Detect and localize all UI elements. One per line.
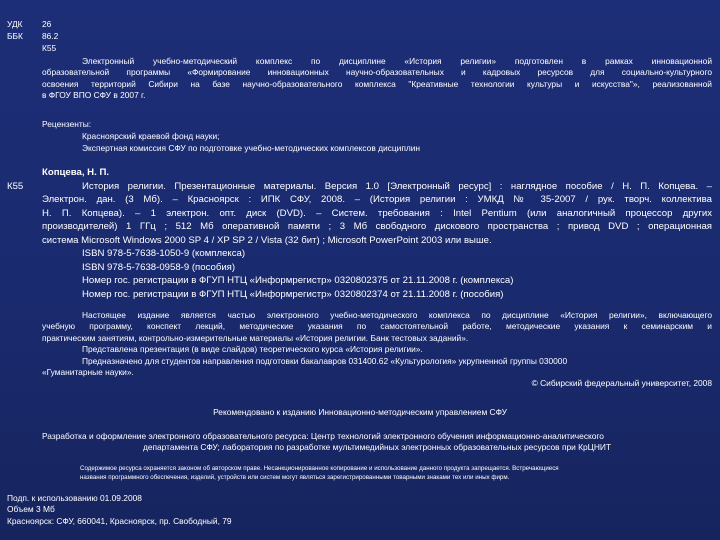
development-credits: [42, 431, 712, 454]
intro-line: в ФГОУ ВПО СФУ в 2007 г.: [42, 90, 146, 101]
legal-line: Содержимое ресурса охраняется законом об авторском праве. Несанкционированное копирование и использование данного продукта запрещается. Встречающиеся: [80, 465, 559, 472]
reviewer-item: Красноярский краевой фонд науки;: [82, 131, 220, 141]
registration-complex: Номер гос. регистрации в ФГУП НТЦ «Информрегистр» 0320802375 от 21.11.2008 г. (комплекса): [82, 275, 514, 286]
reviewers-heading: Рецензенты:: [42, 119, 92, 129]
isbn-manual: ISBN 978-5-7638-0958-9 (пособия): [82, 261, 236, 273]
imprint-line: Красноярск: СФУ, 660041, Красноярск, пр. Свободный, 79: [7, 515, 232, 526]
intro-line: освоения территорий Сибири на базе научно-образовательного комплекса "Креативные технологии культуры и искусства"», реализованной: [42, 78, 712, 89]
intro-line: образовательной программы «Формирование инновационных научно-образовательных и кадровых ресурсов для социально-культурного: [42, 67, 712, 78]
annotation-line: «Гуманитарные науки».: [42, 367, 134, 378]
udk-code: 26: [42, 19, 52, 29]
annotation-line: Предназначено для студентов направления подготовки бакалавров 031400.62 «Культурология» укрупненной группы 030000: [82, 355, 568, 366]
legal-line: названия программного обеспечения, изделий, устройств или систем могут являться зарегистрированными товарными знаками тех или иных фирм.: [80, 474, 510, 481]
annotation-line: Настоящее издание является частью электронного учебно-методического комплекса по дисциплине «История религии», включающего: [82, 310, 712, 320]
bibliographic-entry: [42, 166, 712, 301]
intro-line: Электронный учебно-методический комплекс по дисциплине «История религии» подготовлен в рамках инновационной: [82, 56, 712, 66]
legal-notice: [80, 464, 715, 482]
entry-author: Копцева, Н. П.: [42, 167, 110, 178]
entry-line: система Microsoft Windows 2000 SP 4 / XP SP 2 / Vista (32 бит) ; Microsoft PowerPoint 2003 или выше.: [42, 234, 492, 246]
entry-line: История религии. Презентационные материалы. Версия 1.0 [Электронный ресурс] : наглядное пособие / Н. П. Копцева. –: [82, 180, 712, 192]
imprint-line: Подп. к использованию 01.09.2008: [7, 493, 142, 503]
isbn-complex: ISBN 978-5-7638-1050-9 (комплекса): [82, 248, 246, 259]
intro-paragraph: [42, 56, 712, 102]
development-line: Разработка и оформление электронного образовательного ресурса: Центр технологий электронного обучения информационно-аналитического: [42, 431, 604, 441]
bbk-label: ББК: [7, 31, 23, 41]
registration-manual: Номер гос. регистрации в ФГУП НТЦ «Информрегистр» 0320802374 от 21.11.2008 г. (пособия): [82, 288, 504, 300]
development-line: департамента СФУ; лаборатория по разработке мультимедийных электронных образовательных ресурсов при КрЦНИТ: [142, 442, 612, 453]
entry-margin-mark: К55: [7, 181, 24, 192]
bbk-code: 86.2: [42, 31, 59, 41]
entry-line: Электрон. дан. (3 Мб). – Красноярск : ИПК СФУ, 2008. – (История религии : УМКД № 35-2007 / рук. творч. коллектива: [42, 194, 712, 205]
annotation-line: практическим занятиям, контрольно-измерительные материалы «История религии. Банк тестовых заданий».: [42, 332, 469, 343]
author-mark: К55: [42, 43, 57, 53]
udk-label: УДК: [7, 19, 23, 29]
imprint: [7, 493, 507, 527]
entry-line: Н. П. Копцева). – 1 электрон. опт. диск (DVD). – Систем. требования : Intel Pentium (или аналогичный процессор других: [42, 207, 712, 219]
reviewer-item: Экспертная комиссия СФУ по подготовке учебно-методических комплексов дисциплин: [82, 143, 421, 153]
annotation-paragraph: [42, 310, 712, 390]
entry-line: производителей) 1 ГГц ; 512 Мб оперативной памяти ; 3 Мб свободного дискового пространства ; привод DVD ; операционная: [42, 221, 712, 232]
imprint-line: Объем 3 Мб: [7, 504, 55, 515]
copyright: © Сибирский федеральный университет, 2008: [531, 378, 712, 389]
annotation-line: Представлена презентация (в виде слайдов) теоретического курса «История религии».: [82, 344, 423, 355]
recommendation: Рекомендовано к изданию Инновационно-методическим управлением СФУ: [213, 407, 507, 417]
annotation-line: учебную программу, конспект лекций, методические указания по самостоятельной работе, методические указания к семинарским и: [42, 321, 712, 332]
